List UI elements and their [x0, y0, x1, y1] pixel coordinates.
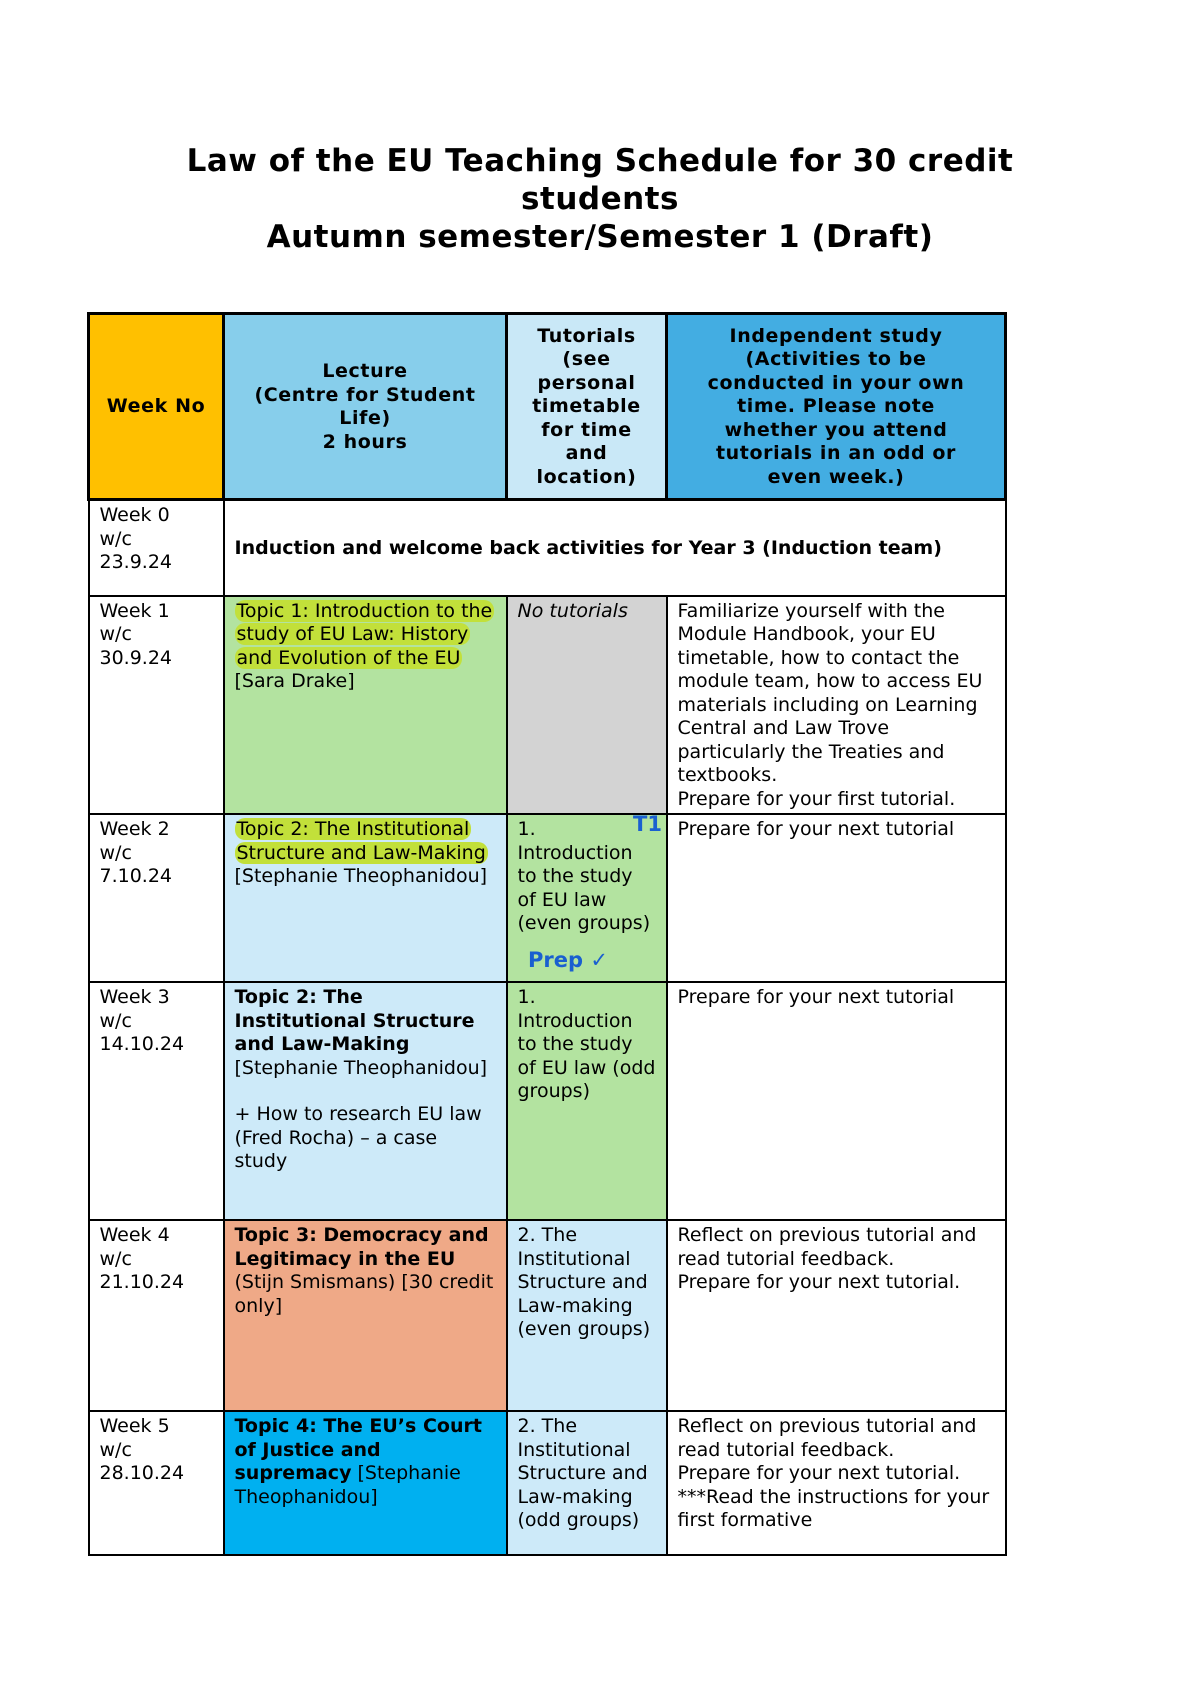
tutorial-cell	[507, 596, 667, 815]
handwritten-prep-note: Prep ✓	[528, 948, 608, 972]
table-row	[89, 500, 1006, 596]
lecture-topic: Topic 3: Democracy and Legitimacy in the EU	[234, 1224, 489, 1270]
lecture-extra: + How to research EU law (Fred Rocha) – a case study	[234, 1103, 482, 1172]
title-line-3: Autumn semester/Semester 1 (Draft)	[266, 219, 934, 255]
lecture-topic: Topic 2: The Institutional Structure and Law-Making	[236, 818, 486, 864]
lecture-lecturer: [Stephanie Theophanidou]	[234, 1462, 461, 1508]
header-independent-study: Independent study (Activities to be conducted in your own time. Please note whether you attend tutorials in an odd or even week.)	[667, 314, 1006, 500]
independent-cell: Prepare for your next tutorial	[667, 814, 1006, 982]
lecture-topic: Topic 4: The EU’s Court of Justice and supremacy	[234, 1415, 482, 1484]
lecture-topic: Topic 2: The Institutional Structure and Law-Making	[234, 986, 475, 1055]
independent-cell: Reflect on previous tutorial and read tutorial feedback. Prepare for your next tutorial. ***Read the instructions for your first formative	[667, 1411, 1006, 1555]
header-lecture: Lecture (Centre for Student Life) 2 hours	[224, 314, 507, 500]
title-line-2: students	[521, 181, 679, 217]
header-tutorials: Tutorials (see personal timetable for time and location)	[507, 314, 667, 500]
document-title	[88, 142, 1112, 256]
week-cell: Week 4 w/c 21.10.24	[89, 1220, 224, 1411]
week-cell: Week 1 w/c 30.9.24	[89, 596, 224, 815]
induction-cell	[224, 500, 1006, 596]
table-row	[89, 1411, 1006, 1555]
tutorial-cell: 2. The Institutional Structure and Law-making (odd groups)	[507, 1411, 667, 1555]
lecture-cell	[224, 1220, 507, 1411]
teaching-schedule-table	[87, 312, 1007, 1556]
table-row	[89, 1220, 1006, 1411]
lecture-lecturer: [Sara Drake]	[234, 670, 355, 692]
week-cell: Week 0 w/c 23.9.24	[89, 500, 224, 596]
header-week-no: Week No	[89, 314, 224, 500]
table-row	[89, 596, 1006, 815]
tutorial-cell: 2. The Institutional Structure and Law-making (even groups)	[507, 1220, 667, 1411]
tutorial-cell: 1. Introduction to the study of EU law (odd groups)	[507, 982, 667, 1220]
lecture-cell	[224, 814, 507, 982]
lecture-lecturer: (Stijn Smismans) [30 credit only]	[234, 1271, 494, 1317]
independent-cell: Familiarize yourself with the Module Handbook, your EU timetable, how to contact the module team, how to access EU materials including on Learning Central and Law Trove particularly the Treaties and textbooks. Prepare for your first tutorial.	[667, 596, 1006, 815]
lecture-cell	[224, 982, 507, 1220]
tutorial-cell: 1. Introduction to the study of EU law (even groups)	[507, 814, 667, 982]
handwritten-tutorial-mark: T1	[633, 812, 662, 836]
header-row	[89, 314, 1006, 500]
tutorial-text: No tutorials	[517, 599, 628, 622]
induction-text: Induction and welcome back activities for Year 3 (Induction team)	[234, 536, 942, 559]
table-row	[89, 982, 1006, 1220]
lecture-cell	[224, 1411, 507, 1555]
lecture-lecturer: [Stephanie Theophanidou]	[234, 1056, 488, 1079]
lecture-lecturer: [Stephanie Theophanidou]	[234, 865, 488, 887]
week-cell: Week 3 w/c 14.10.24	[89, 982, 224, 1220]
title-line-1: Law of the EU Teaching Schedule for 30 credit	[186, 143, 1014, 179]
independent-cell: Prepare for your next tutorial	[667, 982, 1006, 1220]
lecture-cell	[224, 596, 507, 815]
lecture-topic: Topic 1: Introduction to the study of EU Law: History and Evolution of the EU	[236, 599, 493, 669]
week-cell: Week 2 w/c 7.10.24	[89, 814, 224, 982]
week-cell: Week 5 w/c 28.10.24	[89, 1411, 224, 1555]
independent-cell: Reflect on previous tutorial and read tutorial feedback. Prepare for your next tutorial.	[667, 1220, 1006, 1411]
